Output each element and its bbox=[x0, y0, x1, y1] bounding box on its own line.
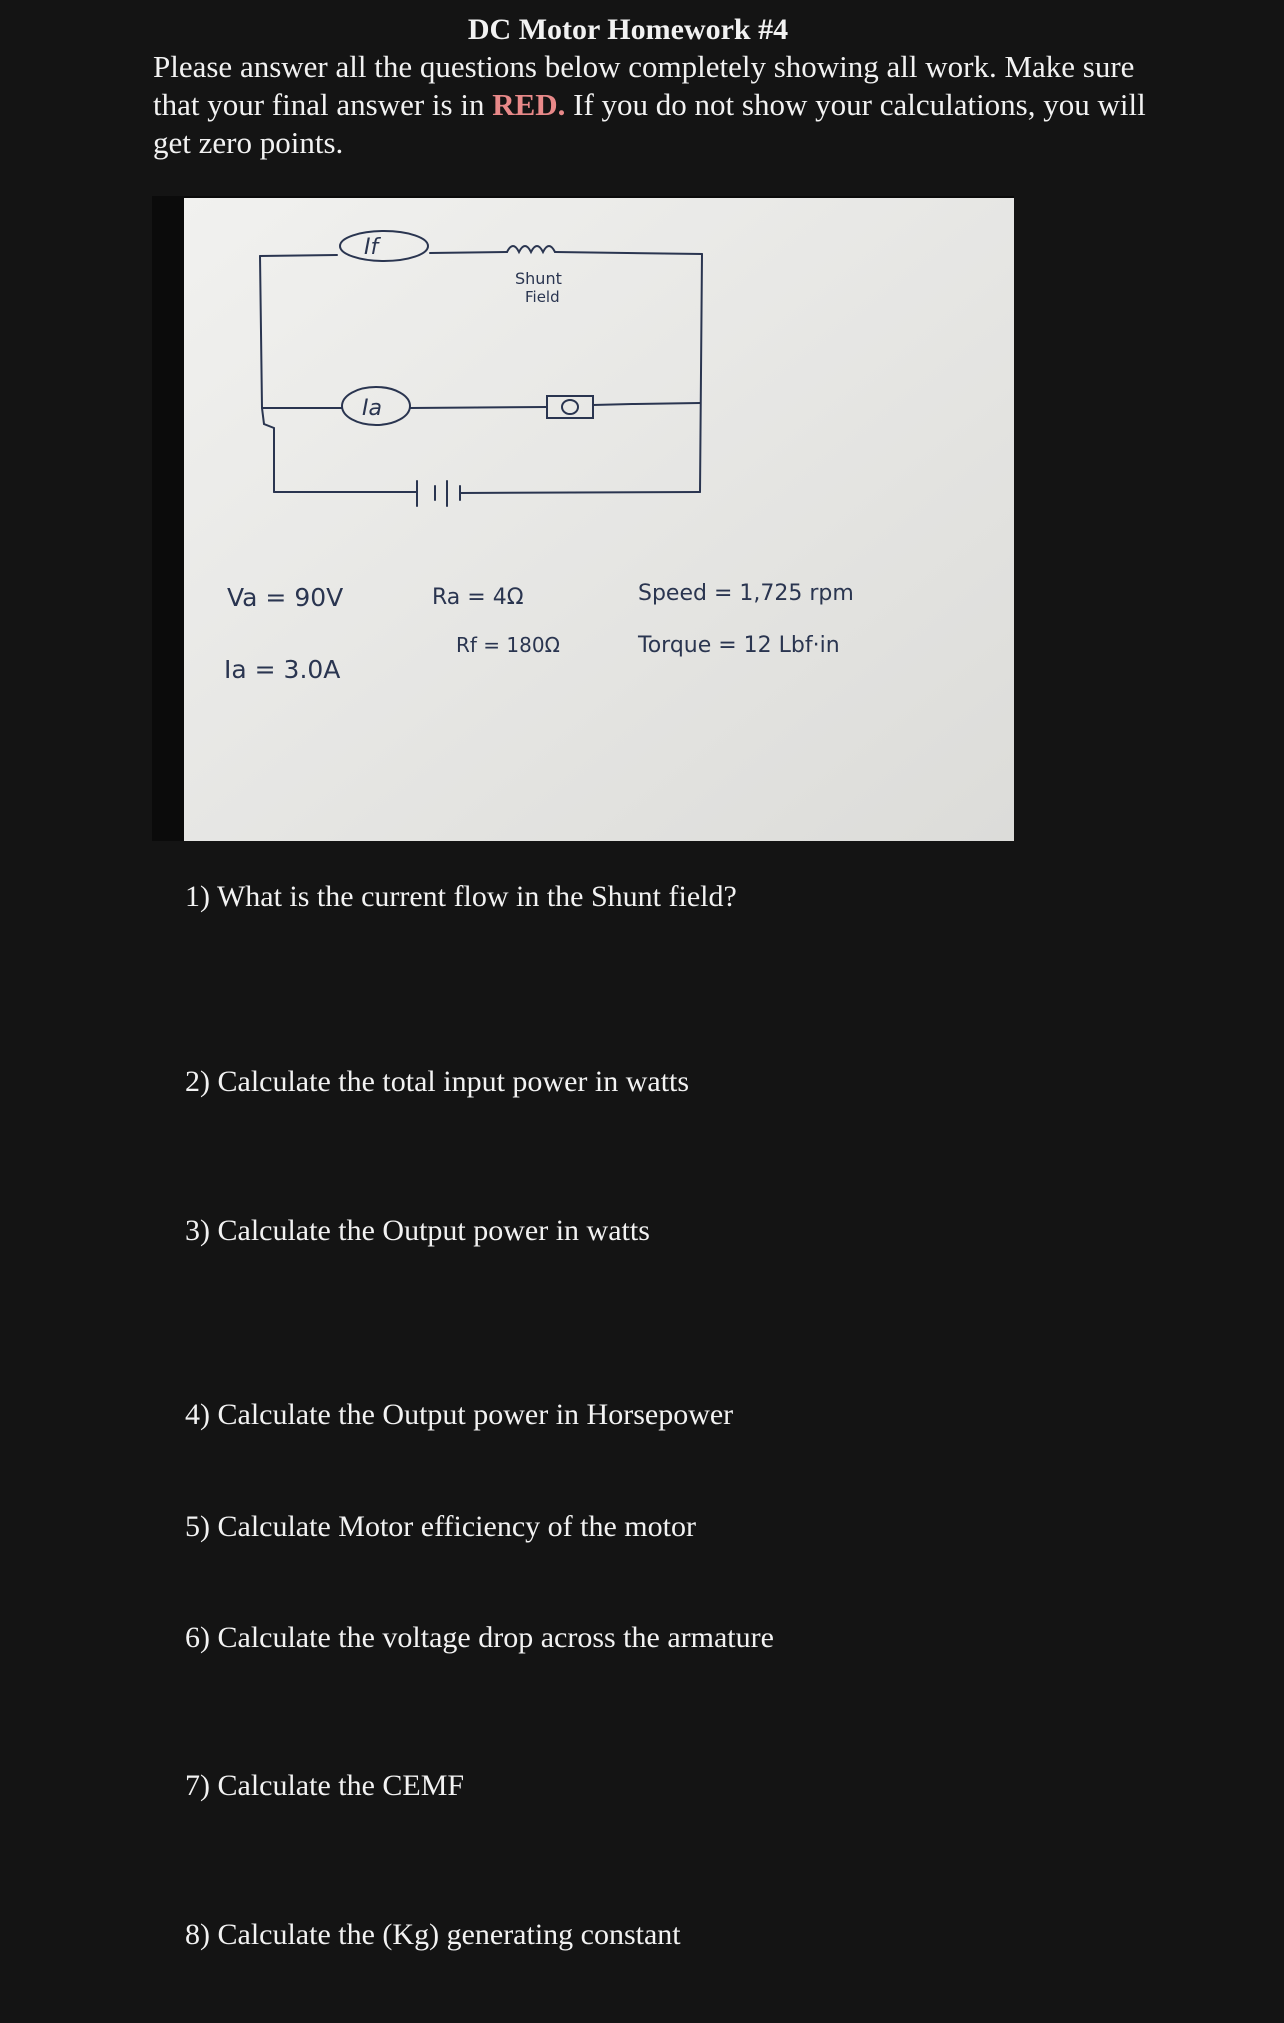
instructions-text-start: Please answer all the questions below completely showing all work. Make sure that your final answer is in bbox=[153, 49, 1135, 122]
question-3: 3) Calculate the Output power in watts bbox=[185, 1214, 650, 1247]
label-ra: Ra = 4Ω bbox=[432, 585, 524, 610]
label-va: Va = 90V bbox=[227, 583, 344, 612]
instructions-red-word: RED. bbox=[492, 87, 566, 122]
label-speed: Speed = 1,725 rpm bbox=[638, 581, 854, 606]
question-6: 6) Calculate the voltage drop across the armature bbox=[185, 1621, 774, 1654]
label-rf: Rf = 180Ω bbox=[456, 633, 560, 657]
circuit-photo bbox=[152, 196, 1014, 841]
circuit-diagram bbox=[152, 196, 1014, 841]
question-1: 1) What is the current flow in the Shunt field? bbox=[185, 880, 737, 913]
paper-sheet bbox=[182, 198, 1014, 841]
question-8: 8) Calculate the (Kg) generating constant bbox=[185, 1918, 681, 1951]
page-title: DC Motor Homework #4 bbox=[467, 13, 789, 46]
label-shunt: Shunt bbox=[515, 269, 562, 288]
instructions-text-end: If you do not show your calculations, you will get zero points. bbox=[153, 87, 1146, 160]
label-ia-value: Ia = 3.0A bbox=[224, 655, 341, 684]
label-field: Field bbox=[525, 288, 560, 306]
photo-shadow bbox=[152, 196, 184, 841]
question-4: 4) Calculate the Output power in Horsepower bbox=[185, 1398, 734, 1431]
question-7: 7) Calculate the CEMF bbox=[185, 1769, 465, 1802]
question-2: 2) Calculate the total input power in watts bbox=[185, 1065, 690, 1098]
question-5: 5) Calculate Motor efficiency of the motor bbox=[185, 1510, 696, 1543]
label-ia: Ia bbox=[362, 396, 382, 421]
label-if: If bbox=[364, 235, 379, 260]
instructions bbox=[153, 48, 1153, 162]
label-torque: Torque = 12 Lbf·in bbox=[638, 633, 840, 658]
